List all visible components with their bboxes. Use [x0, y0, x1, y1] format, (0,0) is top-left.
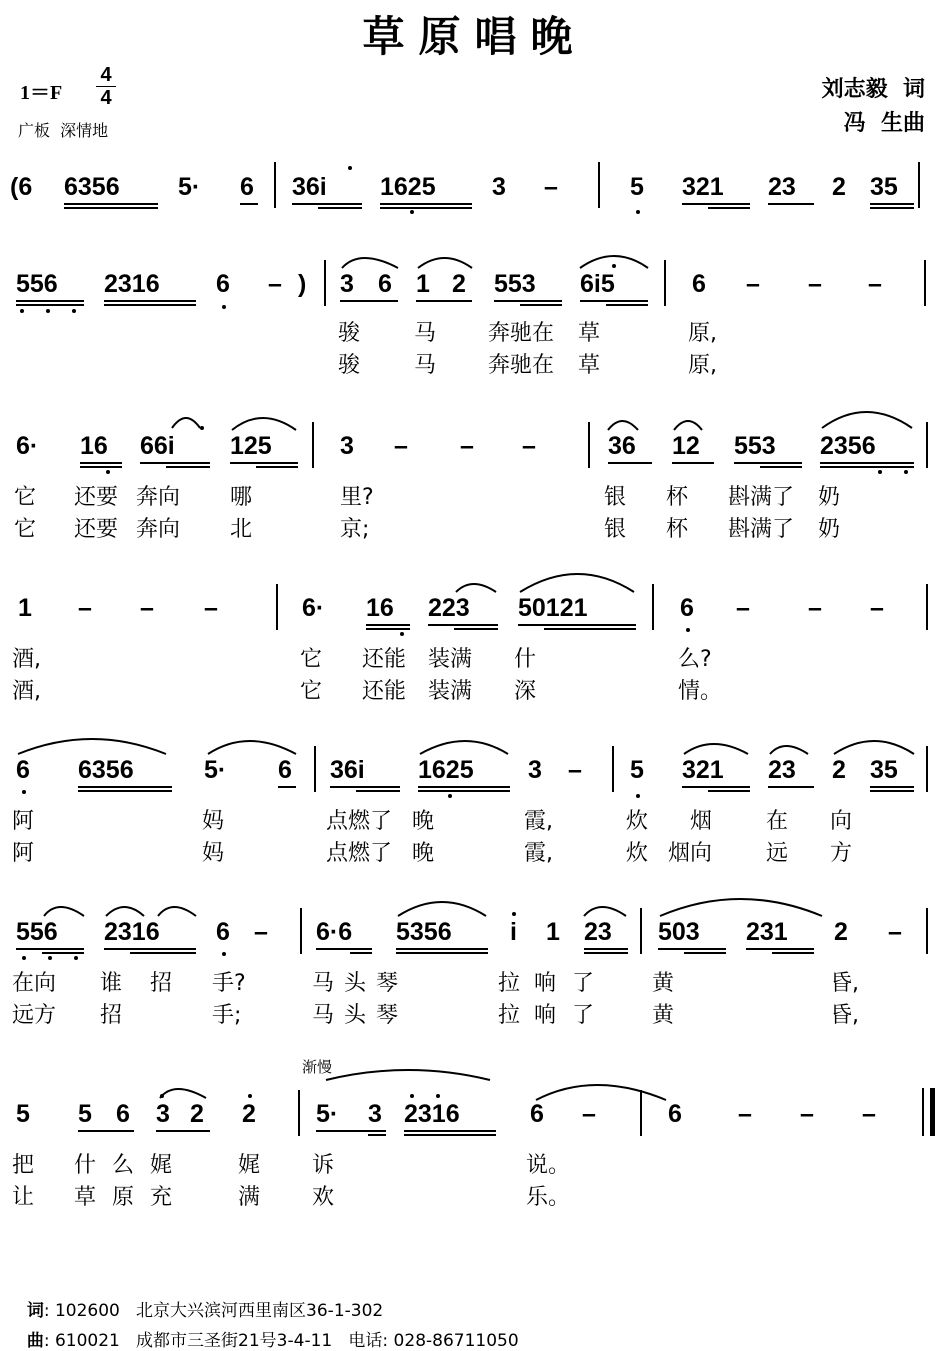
lyric: 骏: [338, 353, 361, 378]
note-group: 6: [680, 594, 694, 622]
note-group: 2: [190, 1100, 204, 1128]
lyric: 酒,: [12, 647, 41, 672]
note-group: 6·: [16, 432, 39, 460]
lyric: 远: [766, 841, 789, 866]
lyric: 炊: [626, 809, 649, 834]
note-group: –: [808, 270, 822, 298]
note-group: 5356: [396, 918, 452, 946]
note-group: 6: [668, 1100, 682, 1128]
lyric: 拉: [498, 971, 521, 996]
note-group: 556: [16, 918, 58, 946]
note-group: 223: [428, 594, 470, 622]
note-group: 6: [692, 270, 706, 298]
lyric: 阿: [12, 841, 35, 866]
tempo-change-marking: 渐慢: [302, 1058, 333, 1076]
note-group: 6356: [64, 173, 120, 201]
lyric: 马: [414, 353, 437, 378]
lyric: 北: [230, 517, 253, 542]
lyric: 草: [74, 1185, 97, 1210]
note-group: –: [736, 594, 750, 622]
note-group: 553: [494, 270, 536, 298]
lyric: 在: [766, 809, 789, 834]
time-signature-bottom: 4: [100, 87, 112, 109]
note-group: 2: [242, 1100, 256, 1128]
note-group: 3: [340, 270, 354, 298]
note-group: –: [800, 1100, 814, 1128]
note-group: 125: [230, 432, 272, 460]
composer-address-line: [16, 1306, 519, 1351]
lyric: 让: [12, 1185, 35, 1210]
lyric: 招: [100, 1003, 123, 1028]
note-group: 36: [608, 432, 636, 460]
lyric: 头: [344, 971, 367, 996]
note-group: 5·: [316, 1100, 339, 1128]
note-group: 12: [672, 432, 700, 460]
lyric: 炊: [626, 841, 649, 866]
lyric: 还要: [74, 517, 119, 542]
lyric: 骏: [338, 321, 361, 346]
note-group: 1625: [418, 756, 474, 784]
lyric: 还能: [362, 647, 407, 672]
note-group: 5: [78, 1100, 92, 1128]
note-group: 6·6: [316, 918, 353, 946]
note-group: 3: [492, 173, 506, 201]
composer-address: : 610021 成都市三圣街21号3-4-11 电话: 028-86711050: [43, 1331, 519, 1351]
note-group: 16: [366, 594, 394, 622]
note-group: –: [738, 1100, 752, 1128]
note-group: 231: [746, 918, 788, 946]
note-group: 2316: [104, 270, 160, 298]
note-group: –: [568, 756, 582, 784]
note-group: 6: [378, 270, 392, 298]
note-group: 553: [734, 432, 776, 460]
note-group: 2316: [104, 918, 160, 946]
lyric: 奶: [818, 485, 841, 510]
lyric: 昏,: [830, 971, 859, 996]
note-group: 6·: [302, 594, 325, 622]
lyric: 昏,: [830, 1003, 859, 1028]
lyric: 么: [112, 1153, 135, 1178]
lyric: 么?: [678, 647, 712, 672]
note-group: 321: [682, 173, 724, 201]
note-group: 5·: [204, 756, 227, 784]
note-group: –: [78, 594, 92, 622]
note-group: 3: [156, 1100, 170, 1128]
note-group: ): [298, 270, 307, 298]
lyric: 深: [514, 679, 537, 704]
lyric: 手;: [212, 1003, 242, 1028]
lyric: 装满: [428, 647, 473, 672]
lyricist-address: : 102600 北京大兴滨河西里南区36-1-302: [43, 1301, 384, 1321]
lyric: 什: [514, 647, 537, 672]
lyric: 头: [344, 1003, 367, 1028]
note-group: i: [510, 918, 517, 946]
note-group: 6i5: [580, 270, 615, 298]
note-group: 1: [416, 270, 430, 298]
note-group: 6: [16, 756, 30, 784]
lyric: 方: [830, 841, 853, 866]
song-title: 草原唱晚: [362, 12, 587, 61]
note-group: 50121: [518, 594, 588, 622]
note-group: 6: [278, 756, 292, 784]
note-group: 3: [340, 432, 354, 460]
note-group: 5·: [178, 173, 201, 201]
lyric: 奔向: [136, 485, 181, 510]
note-group: 6: [530, 1100, 544, 1128]
note-group: 6: [116, 1100, 130, 1128]
lyric: 马: [312, 1003, 335, 1028]
lyric: 酒,: [12, 679, 41, 704]
lyric: 满: [238, 1185, 261, 1210]
lyric: 杯: [666, 517, 689, 542]
note-group: 3: [528, 756, 542, 784]
lyric: 原: [112, 1185, 135, 1210]
lyric: 情。: [678, 679, 723, 704]
lyric: 了: [572, 1003, 595, 1028]
note-group: 35: [870, 756, 898, 784]
note-group: 2356: [820, 432, 876, 460]
note-group: 1: [546, 918, 560, 946]
note-group: –: [394, 432, 408, 460]
lyric: 原,: [688, 353, 717, 378]
note-group: 5: [630, 756, 644, 784]
note-group: –: [888, 918, 902, 946]
lyric: 它: [300, 647, 323, 672]
lyric: 响: [534, 971, 557, 996]
note-group: –: [204, 594, 218, 622]
lyricist-credit: 刘志毅 词: [821, 77, 925, 102]
lyric: 奔驰在: [488, 321, 555, 346]
lyric: 充: [150, 1185, 173, 1210]
lyricist-label: 词: [26, 1301, 44, 1321]
lyric: 烟向: [668, 841, 713, 866]
lyric: 装满: [428, 679, 473, 704]
lyric: 奔向: [136, 517, 181, 542]
lyric: 欢: [312, 1185, 335, 1210]
lyric: 晚: [412, 809, 435, 834]
note-group: 3: [368, 1100, 382, 1128]
note-group: –: [544, 173, 558, 201]
lyric: 还能: [362, 679, 407, 704]
note-group: 5: [16, 1100, 30, 1128]
lyric: 它: [14, 485, 37, 510]
note-group: –: [868, 270, 882, 298]
note-group: –: [746, 270, 760, 298]
note-group: 2: [832, 756, 846, 784]
lyric: 奔驰在: [488, 353, 555, 378]
lyric: 奶: [818, 517, 841, 542]
lyric: 手?: [212, 971, 246, 996]
note-group: 556: [16, 270, 58, 298]
note-group: –: [808, 594, 822, 622]
lyric: 它: [14, 517, 37, 542]
lyric: 斟满了: [728, 517, 795, 542]
lyric: 妈: [202, 809, 225, 834]
note-group: 36i: [292, 173, 327, 201]
lyric: 响: [534, 1003, 557, 1028]
note-group: –: [862, 1100, 876, 1128]
lyric: 娓: [150, 1153, 173, 1178]
note-group: 23: [768, 173, 796, 201]
lyric: 了: [572, 971, 595, 996]
note-group: 2: [832, 173, 846, 201]
lyric: 黄: [652, 1003, 675, 1028]
note-group: –: [582, 1100, 596, 1128]
lyric: 烟: [690, 809, 713, 834]
lyric: 霞,: [524, 841, 553, 866]
note-group: 23: [584, 918, 612, 946]
note-group: 6: [240, 173, 254, 201]
lyric: 银: [604, 485, 627, 510]
lyric: 原,: [688, 321, 717, 346]
lyric: 点燃了: [326, 809, 393, 834]
lyric: 什: [74, 1153, 97, 1178]
note-group: 2: [452, 270, 466, 298]
key-signature: 1＝F: [20, 82, 63, 104]
lyric: 向: [830, 809, 853, 834]
note-group: –: [140, 594, 154, 622]
lyric: 银: [604, 517, 627, 542]
note-group: –: [254, 918, 268, 946]
lyric: 点燃了: [326, 841, 393, 866]
lyric: 马: [414, 321, 437, 346]
note-group: 23: [768, 756, 796, 784]
lyric: 草: [578, 353, 601, 378]
lyric: 招: [150, 971, 173, 996]
lyric: 妈: [202, 841, 225, 866]
lyric: 把: [12, 1153, 35, 1178]
note-group: –: [522, 432, 536, 460]
note-group: 5: [630, 173, 644, 201]
note-group: 35: [870, 173, 898, 201]
lyric: 霞,: [524, 809, 553, 834]
lyric: 琴: [376, 1003, 399, 1028]
lyric: 杯: [666, 485, 689, 510]
note-group: 2316: [404, 1100, 460, 1128]
note-group: 6: [216, 918, 230, 946]
lyric: 阿: [12, 809, 35, 834]
note-group: –: [870, 594, 884, 622]
note-group: 16: [80, 432, 108, 460]
lyric: 拉: [498, 1003, 521, 1028]
lyric: 黄: [652, 971, 675, 996]
lyric: 还要: [74, 485, 119, 510]
note-group: 1: [18, 594, 32, 622]
lyric: 草: [578, 321, 601, 346]
lyric: 它: [300, 679, 323, 704]
lyric: 在向: [12, 971, 57, 996]
lyric: 斟满了: [728, 485, 795, 510]
note-group: 321: [682, 756, 724, 784]
lyric: 乐。: [526, 1185, 571, 1210]
lyric: 说。: [526, 1153, 571, 1178]
lyric: 诉: [312, 1153, 335, 1178]
lyric: 谁: [100, 971, 123, 996]
note-group: 66i: [140, 432, 175, 460]
lyric: 远方: [12, 1003, 57, 1028]
lyric: 京;: [340, 517, 370, 542]
note-group: 6356: [78, 756, 134, 784]
lyric: 哪: [230, 485, 253, 510]
lyric: 晚: [412, 841, 435, 866]
note-group: 6: [216, 270, 230, 298]
lyric: 琴: [376, 971, 399, 996]
lyric: 娓: [238, 1153, 261, 1178]
note-group: 2: [834, 918, 848, 946]
note-group: –: [460, 432, 474, 460]
lyric: 马: [312, 971, 335, 996]
note-group: 1625: [380, 173, 436, 201]
note-group: (6: [10, 173, 33, 201]
note-group: 36i: [330, 756, 365, 784]
note-group: 503: [658, 918, 700, 946]
lyric: 里?: [340, 485, 374, 510]
tempo-marking: 广板 深情地: [18, 121, 109, 140]
composer-label: 曲: [26, 1331, 44, 1351]
note-group: –: [268, 270, 282, 298]
composer-credit: 冯 生曲: [843, 111, 925, 136]
time-signature-top: 4: [100, 64, 112, 86]
